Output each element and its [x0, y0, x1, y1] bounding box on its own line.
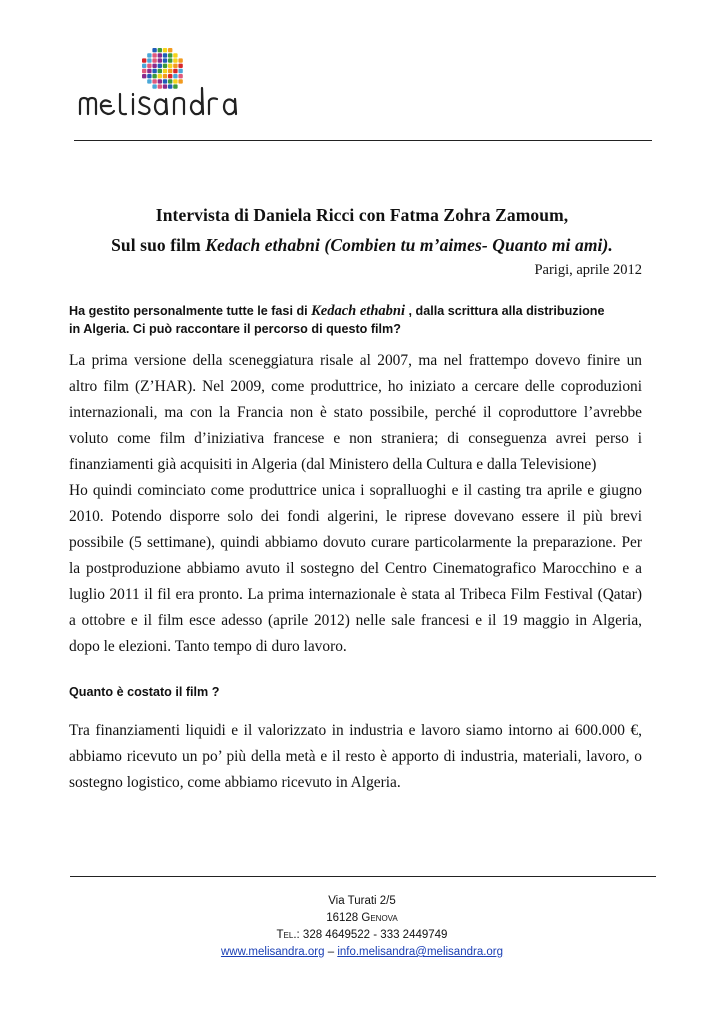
- logo-tile: [178, 64, 182, 68]
- logo-tile: [158, 64, 162, 68]
- logo-tile: [163, 53, 167, 57]
- logo-tile: [163, 48, 167, 52]
- logo-tile: [158, 79, 162, 83]
- logo-tile: [168, 69, 172, 73]
- text-line: Ho quindi cominciato come produttrice unica i sopralluoghi e il casting tra aprile e giugno: [69, 482, 642, 499]
- logo-tile: [168, 74, 172, 78]
- text-line: sostegno logistico, come abbiamo ricevuto in Algeria.: [69, 774, 401, 791]
- logo-tile: [152, 48, 156, 52]
- logo-tile: [163, 64, 167, 68]
- question-1-line2: in Algeria. Ci può raccontare il percorso di questo film?: [69, 322, 401, 336]
- logo-tile: [152, 53, 156, 57]
- question-1-text-cont: , dalla scrittura alla distribuzione: [405, 304, 605, 318]
- question-2: Quanto è costato il film ?: [69, 685, 220, 699]
- logo-tile: [173, 79, 177, 83]
- logo-tile: [152, 64, 156, 68]
- logo-tile: [178, 74, 182, 78]
- text-line: La prima versione della sceneggiatura risale al 2007, ma nel frattempo dovevo finire un: [69, 352, 642, 369]
- answer-1-paragraph-1: [69, 348, 642, 478]
- text-line: finanziamenti già acquisiti in Algeria (dal Ministero della Cultura e dalla Televisione): [69, 456, 597, 473]
- footer-city: 16128 Genova: [326, 912, 398, 924]
- answer-2-paragraph: [69, 718, 642, 796]
- header-divider: [74, 140, 652, 141]
- logo-tile: [173, 84, 177, 88]
- text-line: a ottobre e il film esce adesso (aprile 2012) nelle sale francesi e il 19 maggio in Algeria,: [69, 612, 642, 629]
- logo-tile: [152, 84, 156, 88]
- logo-tile: [173, 53, 177, 57]
- logo-tile: [147, 58, 151, 62]
- logo-tile: [163, 79, 167, 83]
- melisandra-logo: [76, 44, 246, 120]
- logo-tile: [142, 64, 146, 68]
- text-line: possibile (5 settimane), quindi abbiamo dovuto curare particolarmente la preparazione. Per: [69, 534, 642, 551]
- footer: [0, 893, 724, 961]
- logo-wordmark: [80, 88, 236, 114]
- document-subtitle: [0, 235, 724, 256]
- logo-mosaic-circle: [142, 48, 183, 89]
- text-line: internazionali, ma con la Francia non è stato possibile, perché il coproduttore l’avrebbe: [69, 404, 642, 421]
- logo-tile: [173, 74, 177, 78]
- logo-tile: [168, 84, 172, 88]
- question-1: [69, 302, 653, 338]
- logo-graphic: [76, 44, 246, 120]
- answer-1-paragraph-2: [69, 478, 642, 660]
- logo-tile: [142, 74, 146, 78]
- subtitle-prefix: Sul suo film: [111, 235, 206, 255]
- logo-tile: [163, 74, 167, 78]
- logo-tile: [142, 58, 146, 62]
- logo-tile: [168, 53, 172, 57]
- footer-separator: –: [327, 946, 335, 958]
- logo-tile: [173, 64, 177, 68]
- text-line: luglio 2011 il fil era pronto. La prima internazionale è stata al Tribeca Film Festival (Qatar): [69, 586, 642, 603]
- logo-tile: [142, 69, 146, 73]
- footer-divider: [70, 876, 656, 877]
- logo-tile: [168, 64, 172, 68]
- logo-tile: [152, 58, 156, 62]
- document-title: Intervista di Daniela Ricci con Fatma Zohra Zamoum,: [155, 205, 569, 225]
- logo-tile: [163, 84, 167, 88]
- text-line: altro film (Z’HAR). Nel 2009, come produttrice, ho iniziato a cercare delle coproduzioni: [69, 378, 642, 395]
- logo-tile: [158, 48, 162, 52]
- logo-tile: [147, 64, 151, 68]
- logo-tile: [163, 58, 167, 62]
- question-1-film: Kedach ethabni: [311, 303, 405, 319]
- logo-tile: [158, 74, 162, 78]
- website-link[interactable]: www.melisandra.org: [220, 946, 325, 958]
- logo-tile: [158, 69, 162, 73]
- text-line: la postproduzione abbiamo avuto il sostegno del Centro Cinematografico Marocchino e a: [69, 560, 642, 577]
- logo-tile: [152, 79, 156, 83]
- logo-tile: [168, 79, 172, 83]
- text-line: dopo le elezioni. Tanto tempo di duro lavoro.: [69, 638, 347, 655]
- logo-tile: [147, 53, 151, 57]
- logo-tile: [152, 69, 156, 73]
- logo-tile: [178, 58, 182, 62]
- text-line: Tra finanziamenti liquidi e il valorizzato in industria e lavoro siamo intorno ai 600.000 €,: [69, 722, 642, 739]
- logo-tile: [147, 69, 151, 73]
- logo-tile: [158, 84, 162, 88]
- logo-tile: [158, 53, 162, 57]
- logo-tile: [147, 74, 151, 78]
- text-line: 2010. Potendo disporre solo dei fondi algerini, le riprese dovevano essere il più brevi: [69, 508, 642, 525]
- logo-tile: [168, 58, 172, 62]
- footer-address: Via Turati 2/5: [328, 895, 396, 907]
- logo-tile: [152, 74, 156, 78]
- film-title: Kedach ethabni (Combien tu m’aimes- Quanto mi ami).: [205, 235, 613, 255]
- logo-tile: [173, 69, 177, 73]
- logo-tile: [178, 69, 182, 73]
- footer-phone: Tel.: 328 4649522 - 333 2449749: [276, 929, 448, 941]
- question-1-text: Ha gestito personalmente tutte le fasi di: [69, 304, 312, 318]
- text-line: voluto come film d’iniziativa francese e non straniera; di conseguenza avrei perso i: [69, 430, 642, 447]
- place-date: Parigi, aprile 2012: [534, 262, 642, 278]
- logo-tile: [163, 69, 167, 73]
- logo-tile: [178, 79, 182, 83]
- text-line: abbiamo ricevuto un po’ più della metà e il resto è apporto di industria, materiali, lavoro, o: [69, 748, 642, 765]
- logo-tile: [158, 58, 162, 62]
- logo-tile: [147, 79, 151, 83]
- logo-tile: [173, 58, 177, 62]
- footer-links: [0, 944, 724, 961]
- logo-tile: [168, 48, 172, 52]
- email-link[interactable]: info.melisandra@melisandra.org: [337, 946, 504, 958]
